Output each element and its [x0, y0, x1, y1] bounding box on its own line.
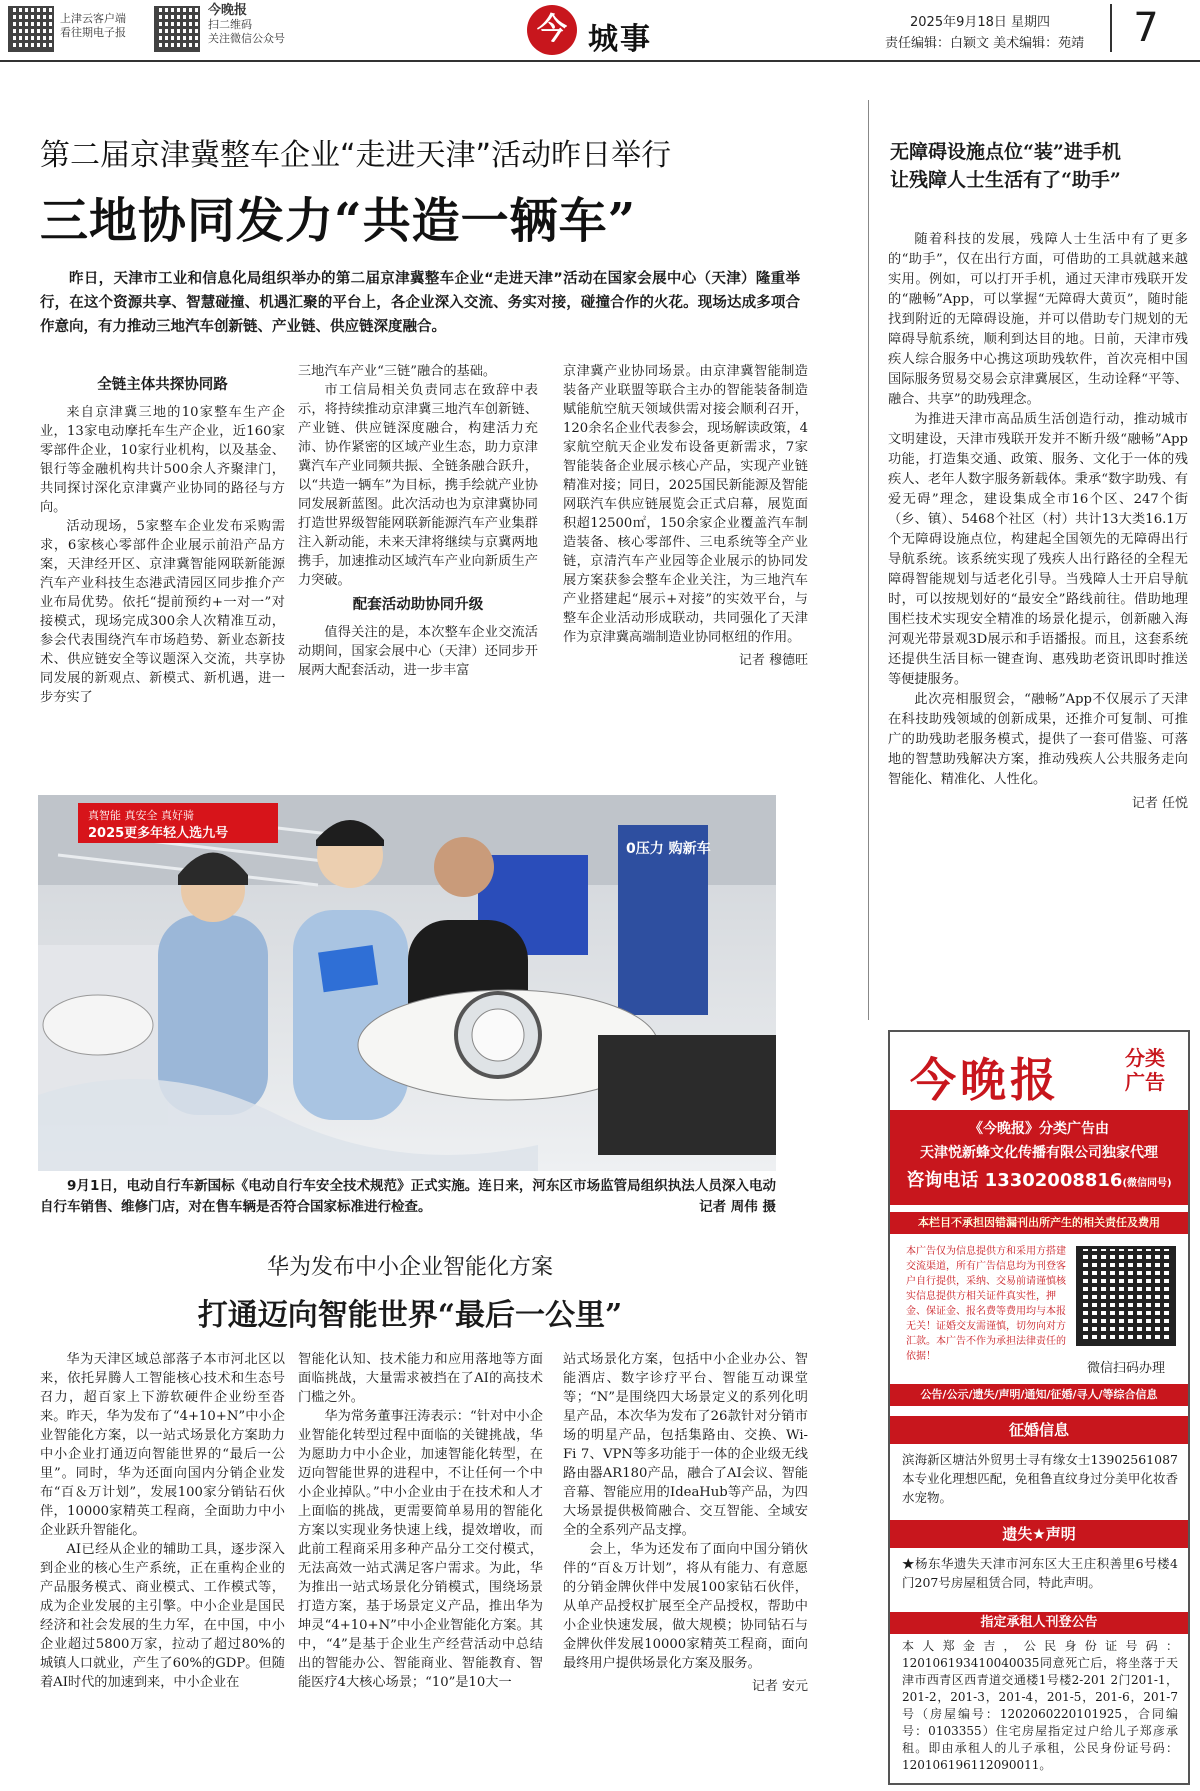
article-paragraph: 会上，华为还发布了面向中国分销伙伴的“百＆万计划”，将从有能力、有意愿的分销金牌伙伴中发展100家钻石伙伴，从单产品授权扩展至全产品授权，帮助中小企业快速发展，做大规模；协同钻石与金牌伙伴发展10000家精英工程商，面向最终用户提供场景化方案及服务。 — [563, 1542, 808, 1671]
main-story-headline: 三地协同发力“共造一辆车” — [40, 193, 637, 249]
ad-disclaimer: 本栏目不承担因错漏刊出所产生的相关责任及费用 — [890, 1212, 1188, 1234]
photo-credit: 记者 周伟 摄 — [699, 1199, 776, 1215]
banner-text-1: 真智能 真安全 真好骑 — [88, 809, 194, 822]
side-story-body — [888, 230, 1188, 814]
ad-band-line1: 《今晚报》分类广告由 — [969, 1121, 1109, 1137]
issue-date: 2025年9月18日 星期四 — [910, 15, 1051, 30]
ad-tag — [1108, 1046, 1182, 1094]
ad-qr-label: 微信扫码办理 — [1086, 1361, 1165, 1376]
ad-block-body-lost: ★杨东华遗失天津市河东区大王庄积善里6号楼4门207号房屋租赁合同，特此声明。 — [902, 1556, 1178, 1590]
column-divider — [868, 100, 869, 1020]
caption-text: 9月1日，电动自行车新国标《电动自行车安全技术规范》正式实施。连日来，河东区市场监管局组织执法人员深入电动自行车销售、维修门店，对在售车辆是否符合国家标准进行检查。 — [40, 1178, 776, 1215]
ad-phone-note: (微信同号) — [1122, 1178, 1172, 1189]
article-paragraph: 华为天津区域总部落子本市河北区以来，依托昇腾人工智能核心技术和生态号召力，超百家上下游软硬件企业纷至沓来。昨天，华为发布了“4+10+N”中小企业智能化方案，以一站式场景化方案助力中小企业打通迈向智能世界的“最后一公里”。同时，华为还面向国内分销企业发布“百＆万计划”，发展100家分销钻石伙伴，10000家精英工程商，全面助力中小企业跃升智能化。 — [40, 1352, 285, 1538]
main-story-column-3 — [563, 362, 808, 670]
main-story-column-2 — [298, 362, 538, 680]
article-paragraph: 值得关注的是，本次整车企业交流活动期间，国家会展中心（天津）还同步开展两大配套活动，进一步丰富 — [298, 625, 538, 678]
second-story-byline: 记者 安元 — [751, 1679, 808, 1694]
article-paragraph: 三地汽车产业“三链”融合的基础。 — [298, 364, 497, 379]
article-paragraph: 京津冀产业协同场景。由京津冀智能制造装备产业联盟等联合主办的智能装备制造赋能航空航天领域供需对接会顺利召开，120余名企业代表参会，现场解读政策，4家航空航天企业发布设备更新需求，7家智能装备企业展示核心产品，实现产业链精准对接；同日，2025国民新能源及智能网联汽车供应链展览会正式启幕，展览面积超12500㎡，150余家企业覆盖汽车制造装备、核心零部件、三电系统等全产业链，京清汽车产业园等企业展示的协同发展方案获参会整车企业关注，为三地汽车产业搭建起“展示+对接”的实效平台，与整车企业活动形成联动，共同强化了天津作为京津冀高端制造业协同枢纽的作用。 — [563, 364, 808, 645]
ad-block-title-tenant: 指定承租人刊登公告 — [890, 1612, 1188, 1634]
main-subhead-1: 全链主体共探协同路 — [97, 377, 228, 393]
store-sign-text: 0压力 购新车 — [626, 841, 711, 857]
side-headline-line1: 无障碍设施点位“装”进手机 — [890, 141, 1121, 163]
wechat-qr-label — [208, 4, 285, 46]
second-story-column-3 — [563, 1350, 808, 1696]
ad-tag-line1: 分类 — [1125, 1046, 1165, 1070]
section-title: 城事 — [588, 22, 652, 57]
main-story-lede: 昨日，天津市工业和信息化局组织举办的第二届京津冀整车企业“走进天津”活动在国家会展中心（天津）隆重举行，在这个资源共享、智慧碰撞、机遇汇聚的平台上，各企业深入交流、务实对接，碰撞合作的火花。现场达成多项合作意向，有力推动三地汽车创新链、产业链、供应链深度融合。 — [40, 271, 800, 335]
ad-phone-number[interactable]: 咨询电话 13302008816 — [906, 1170, 1123, 1191]
ad-logo: 今晚报 — [910, 1053, 1060, 1107]
article-paragraph: 为推进天津市高品质生活创造行动，推动城市文明建设，天津市残联开发并不断升级“融畅”App功能，打造集交通、政策、服务、文化于一体的残疾人、老年人数字服务新载体。秉承“数字助残、有爱无碍”理念，建设集成全市16个区、247个街（乡、镇）、5468个社区（村）共计13大类16.1万个无障碍设施点位，构建起全国领先的无障碍出行导航系统。该系统实现了残疾人出行路径的全程无障碍智能规划与适老化引导。当残障人士开启导航时，可以按规划好的“最安全”路线前往。借助地理围栏技术实现安全精准的场景化提示，创新融入海河观光带景观3D展示和手语播报。而且，这套系统还提供生活目标一键查询、惠残助老资讯即时推送等便捷服务。 — [888, 412, 1188, 687]
ad-tag-line2: 广告 — [1125, 1070, 1165, 1094]
article-paragraph: 华为常务董事汪涛表示：“针对中小企业智能化转型过程中面临的关键挑战，华为愿助力中小企业，加速智能化转型，在迈向智能世界的进程中，不让任何一个中小企业掉队。”中小企业由于在技术和人才上面临的挑战，更需要简单易用的智能化方案以实现业务快速上线，提效增收，而此前工程商采用多种产品分工交付模式，无法高效一站式满足客户需求。为此，华为推出一站式场景化分销模式，围绕场景打造方案，基于场景定义产品，推出华为坤灵“4+10+N”中小企业智能化方案。其中，“4”是基于企业生产经营活动中总结出的智能办公、智能商业、智能教育、智能医疗4大核心场景；“10”是10大一 — [298, 1409, 543, 1690]
ad-block-title-marriage: 征婚信息 — [890, 1416, 1188, 1444]
ad-block-title-lost: 遗失★声明 — [890, 1520, 1188, 1548]
article-paragraph: 智能化认知、技术能力和应用落地等方面面临挑战，大量需求被挡在了AI的高技术门槛之外。 — [298, 1352, 543, 1405]
editor-credits: 责任编辑：白颖文 美术编辑：苑靖 — [885, 36, 1085, 51]
qr1-line1: 上津云客户端 — [60, 12, 126, 25]
second-story-column-2 — [298, 1350, 543, 1692]
news-photo — [38, 795, 776, 1171]
side-story-byline: 记者 任悦 — [1131, 796, 1188, 811]
page-masthead — [0, 0, 1200, 62]
page-number: 7 — [1110, 4, 1180, 52]
article-paragraph: 此次亮相服贸会，“融畅”App不仅展示了天津在科技助残领域的创新成果，还推介可复制、可推广的助残助老服务模式，提供了一套可借鉴、可落地的智慧助残解决方案，推动残疾人公共服务走向智能化、精准化、人性化。 — [888, 692, 1188, 787]
second-story-headline: 打通迈向智能世界“最后一公里” — [197, 1298, 623, 1333]
newspaper-logo: 今 — [527, 5, 577, 55]
banner-text-2: 2025更多年轻人选九号 — [88, 826, 229, 841]
qr2-line1: 扫二维码 — [208, 18, 252, 31]
article-paragraph: 来自京津冀三地的10家整车生产企业，13家电动摩托车生产企业，近160家零部件企业，10家行业机构，以及基金、银行等金融机构共计500余人齐聚津门，共同探讨深化京津冀产业协同的路径与方向。 — [40, 405, 285, 515]
ad-contact-band — [890, 1110, 1188, 1205]
classified-ad — [888, 1030, 1190, 1785]
main-story-column-1 — [40, 370, 285, 707]
ad-block-body-tenant: 本人郑金吉，公民身份证号码：120106193410040035同意死亡后，将坐落于天津市西青区西青道交通楼1号楼2-201 2门201-1，201-2，201-3，201-4，201-5，201-6，201-7号（房屋编号：1202060220101925，合同编号：0103355）住宅房屋指定过户给儿子郑彦承租。即由承租人的儿子承租，公民身份证号码：120106196112090011。 — [902, 1639, 1178, 1772]
article-paragraph: 站式场景化方案，包括中小企业办公、智能酒店、数字诊疗平台、智能互动课堂等；“N”是围绕四大场景定义的系列化明星产品，本次华为发布了26款针对分销市场的明星产品，包括集路由、交换、Wi-Fi 7、VPN等多功能于一体的企业级无线路由器AR180产品，融合了AI会议、智能音幕、智能应用的IdeaHub等产品，为四大场景提供极简融合、交互智能、全域安全的全系列产品支撑。 — [563, 1352, 808, 1538]
ad-notice: 本广告仅为信息提供方和采用方搭建交流渠道，所有广告信息均为刊登客户自行提供，采纳、交易前请谨慎核实信息提供方相关证件真实性，押金、保证金、报名费等费用均与本报无关！证婚交友需谨慎，切勿向对方汇款。本广告不作为承担法律责任的依据！ — [906, 1246, 1066, 1362]
article-paragraph: 活动现场，5家整车企业发布采购需求，6家核心零部件企业展示前沿产品方案，天津经开区、京津冀智能网联新能源汽车产业科技生态港武清园区同步推介产业布局优势。依托“提前预约+一对一”对接模式，现场完成300余人次精准互动，参会代表围绕汽车市场趋势、新业态新技术、供应链安全等议题深入交流，共享协同发展的新观点、新模式、新机遇，进一步夯实了 — [40, 519, 285, 705]
main-story-kicker: 第二届京津冀整车企业“走进天津”活动昨日举行 — [40, 138, 672, 173]
ad-phone[interactable] — [890, 1166, 1188, 1192]
article-paragraph: 市工信局相关负责同志在致辞中表示，将持续推动京津冀三地汽车创新链、产业链、供应链深度融合，构建活力充沛、协作紧密的区域产业生态，助力京津冀汽车产业同频共振、全链条融合跃升，以“共造一辆车”为目标，携手绘就产业协同发展新蓝图。此次活动也为京津冀协同打造世界级智能网联新能源汽车产业集群注入新动能，未来天津将继续与京冀两地携手，加速推动区域汽车产业向新质生产力突破。 — [298, 383, 538, 588]
client-qr-code[interactable] — [8, 6, 54, 52]
qr1-line2: 看往期电子报 — [60, 26, 126, 39]
side-story-headline — [890, 138, 1121, 194]
second-story-column-1 — [40, 1350, 285, 1692]
qr2-line2: 关注微信公众号 — [208, 32, 285, 45]
photo-caption — [40, 1176, 776, 1218]
wechat-qr-code[interactable] — [154, 6, 200, 52]
ad-block-body-marriage: 滨海新区塘沽外贸男士寻有缘女士13902561087 本专业化理想匹配，免租鲁直纹身过分美甲化妆香水宠物。 — [902, 1452, 1178, 1505]
side-headline-line2: 让残障人士生活有了“助手” — [890, 169, 1121, 191]
client-qr-label — [60, 12, 126, 40]
main-subhead-2: 配套活动助协同升级 — [352, 597, 484, 613]
qr2-brand: 今晚报 — [208, 3, 248, 18]
photo-illustration — [38, 795, 776, 1171]
ad-categories: 公告/公示/遗失/声明/通知/征婚/寻人/等综合信息 — [890, 1384, 1188, 1406]
clipboard — [318, 945, 378, 992]
ad-band-line2: 天津悦新蜂文化传播有限公司独家代理 — [920, 1145, 1158, 1161]
ad-qr-code[interactable] — [1076, 1246, 1176, 1346]
second-story-kicker: 华为发布中小企业智能化方案 — [266, 1255, 553, 1280]
article-paragraph: AI已经从企业的辅助工具，逐步深入到企业的核心生产系统，正在重构企业的产品服务模式、商业模式、工作模式等，成为企业发展的主引擎。中小企业是国民经济和社会发展的生力军，在中国，中小企业超过5800万家，拉动了超过80%的城镇人口就业，产生了60%的GDP。但随着AI时代的加速到来，中小企业在 — [40, 1542, 285, 1690]
main-story-byline: 记者 穆德旺 — [738, 653, 808, 668]
article-paragraph: 随着科技的发展，残障人士生活中有了更多的“助手”，仅在出行方面，可借助的工具就越来越实用。例如，可以打开手机，通过天津市残联开发的“融畅”App，可以掌握“无障碍大黄页”，随时能找到附近的无障碍设施，并可以借助专门规划的无障碍导航系统，顺利到达目的地。日前，天津市残疾人综合服务中心携这项助残软件，首次亮相中国国际服务贸易交易会京津冀展区，生动诠释“平等、融合、共享”的助残理念。 — [888, 232, 1188, 407]
